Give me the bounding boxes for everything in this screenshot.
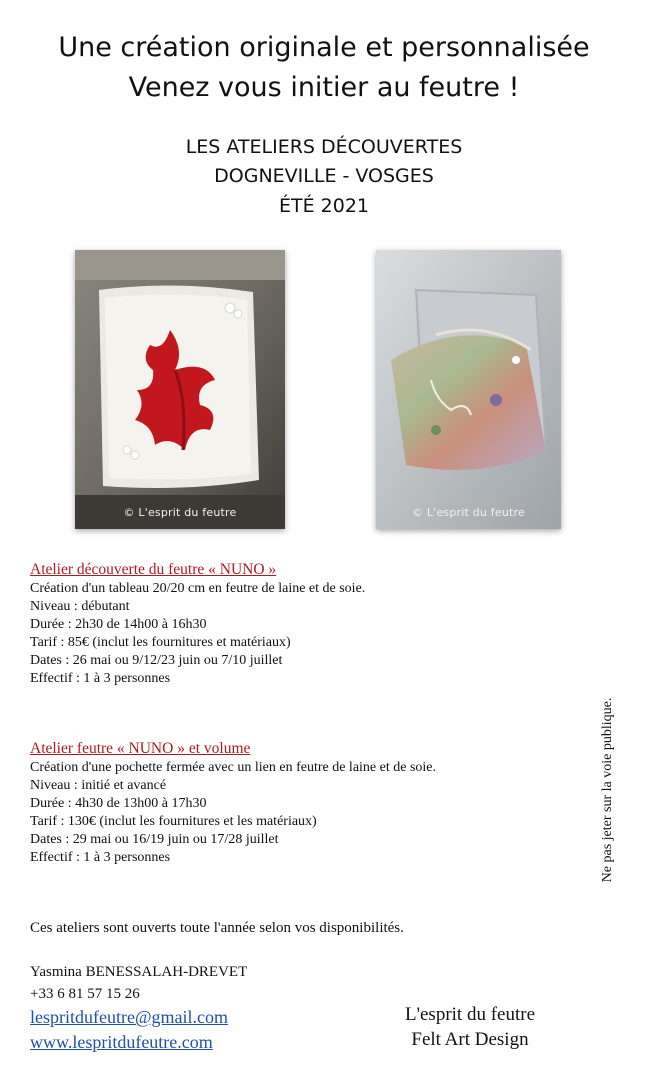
workshop-level: Niveau : initié et avancé	[30, 778, 167, 793]
brand-block	[370, 1002, 570, 1052]
subheading-location: DOGNEVILLE - VOSGES	[214, 165, 434, 187]
photo-nuno-tableau	[75, 250, 285, 529]
workshop-level: Niveau : débutant	[30, 599, 130, 614]
workshop-capacity: Effectif : 1 à 3 personnes	[30, 850, 171, 865]
contact-block	[30, 961, 247, 1055]
workshop-capacity: Effectif : 1 à 3 personnes	[30, 671, 171, 686]
workshop-duration: Durée : 4h30 de 13h00 à 17h30	[30, 796, 207, 811]
contact-email-link[interactable]: lespritdufeutre@gmail.com	[30, 1007, 229, 1027]
photo-caption: © L'esprit du feutre	[123, 506, 237, 519]
photo-caption: © L'esprit du feutre	[412, 506, 525, 519]
subheading-ateliers: LES ATELIERS DÉCOUVERTES	[185, 136, 463, 158]
subheading-season: ÉTÉ 2021	[278, 195, 369, 217]
workshop-dates: Dates : 26 mai ou 9/12/23 juin ou 7/10 juillet	[30, 653, 283, 668]
workshop-duration: Durée : 2h30 de 14h00 à 16h30	[30, 617, 207, 632]
workshop-description: Création d'un tableau 20/20 cm en feutre de laine et de soie.	[30, 581, 366, 596]
workshop-decouverte	[30, 560, 365, 688]
photo-nuno-pochette	[376, 250, 561, 529]
workshop-volume	[30, 739, 436, 867]
headline-line-2: Venez vous initier au feutre !	[128, 72, 520, 103]
contact-website-link[interactable]: www.lespritdufeutre.com	[30, 1032, 213, 1052]
workshop-dates: Dates : 29 mai ou 16/19 juin ou 17/28 juillet	[30, 832, 279, 847]
brand-tagline: Felt Art Design	[411, 1029, 529, 1050]
brand-name: L'esprit du feutre	[404, 1004, 536, 1025]
workshop-price: Tarif : 85€ (inclut les fournitures et matériaux)	[30, 635, 291, 650]
contact-name: Yasmina BENESSALAH-DREVET	[30, 964, 248, 980]
workshop-title: Atelier découverte du feutre « NUNO »	[30, 561, 277, 578]
vertical-note-text: Ne pas jeter sur la voie publique.	[600, 697, 615, 883]
workshop-title: Atelier feutre « NUNO » et volume	[30, 740, 251, 757]
vertical-note	[601, 665, 615, 915]
contact-phone: +33 6 81 57 15 26	[30, 986, 140, 1002]
felt-tableau-illustration	[75, 250, 285, 529]
felt-pouch-illustration	[376, 250, 561, 529]
workshop-price: Tarif : 130€ (inclut les fournitures et les matériaux)	[30, 814, 317, 829]
headline-line-1: Une création originale et personnalisée	[58, 32, 590, 63]
workshop-description: Création d'une pochette fermée avec un lien en feutre de laine et de soie.	[30, 760, 436, 775]
availability-note: Ces ateliers sont ouverts toute l'année selon vos disponibilités.	[30, 920, 404, 936]
